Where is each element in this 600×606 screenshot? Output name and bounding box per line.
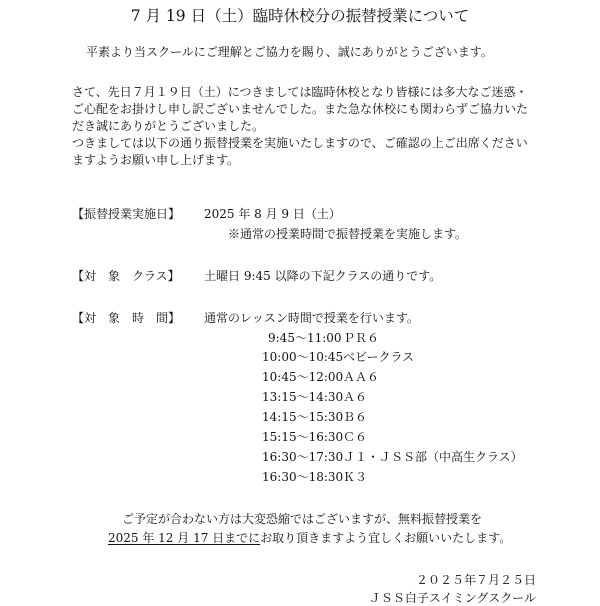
schedule-class: Ａ６ bbox=[343, 390, 368, 404]
footer-date: ２０２５年７月２５日 bbox=[415, 573, 536, 587]
time-label: 【対 象 時 間】 bbox=[72, 311, 181, 325]
closing-line-2-rest: お取り頂きますよう宜しくお願いいたします。 bbox=[260, 531, 512, 545]
schedule-time: 16:30～17:30 bbox=[262, 450, 344, 464]
body-line-4: つきましては以下の通り振替授業を実施いたしますので、ご確認の上ご出席ください bbox=[72, 136, 528, 150]
schedule-time: 10:00～10:45 bbox=[262, 350, 344, 364]
body-line-1: さて、先日７月１９日（土）につきましては臨時休校となり皆様には多大なご迷惑・ bbox=[72, 85, 528, 99]
schedule-class: ＰＲ６ bbox=[343, 331, 380, 345]
schedule-time: 9:45～11:00 bbox=[268, 331, 342, 345]
greeting-text: 平素より当スクールにご理解とご協力を賜り、誠にありがとうございます。 bbox=[86, 45, 493, 59]
schedule-class: Ｃ６ bbox=[343, 430, 368, 444]
schedule-class: Ｋ３ bbox=[343, 470, 368, 484]
closing-line-1: ご予定が合わない方は大変恐縮ではございますが、無料振替授業を bbox=[122, 512, 483, 526]
time-value: 通常のレッスン時間で授業を行います。 bbox=[204, 311, 419, 325]
class-value: 土曜日 9:45 以降の下記クラスの通りです。 bbox=[204, 269, 442, 283]
body-line-3: だき誠にありがとうございました。 bbox=[72, 119, 265, 133]
body-line-5: ますようお願い申し上げます。 bbox=[72, 153, 240, 167]
schedule-class: Ｊ１・ＪＳＳ部（中高生クラス） bbox=[343, 450, 523, 464]
schedule-time: 10:45～12:00 bbox=[262, 370, 344, 384]
date-value: 2025 年 8 月 9 日（土） bbox=[204, 207, 341, 221]
schedule-time: 13:15～14:30 bbox=[262, 390, 344, 404]
schedule-class: Ｂ６ bbox=[343, 410, 368, 424]
class-label: 【対 象 クラス】 bbox=[72, 269, 180, 283]
schedule-time: 14:15～15:30 bbox=[262, 410, 344, 424]
page-title: 7 月 19 日（土）臨時休校分の振替授業について bbox=[130, 7, 470, 25]
schedule-time: 16:30～18:30 bbox=[262, 470, 344, 484]
date-note: ※通常の授業時間で振替授業を実施します。 bbox=[228, 227, 468, 241]
footer-school: ＪＳＳ白子スイミングスクール bbox=[368, 591, 536, 605]
body-line-2: ご心配をお掛けし申し訳ございませんでした。また急な休校にも関わらずご協力いた bbox=[72, 102, 529, 116]
date-label: 【振替授業実施日】 bbox=[72, 207, 181, 221]
closing-line-2 bbox=[108, 530, 511, 546]
schedule-time: 15:15～16:30 bbox=[262, 430, 344, 444]
deadline-text: 2025 年 12 月 17 日までに bbox=[108, 531, 261, 545]
schedule-class: ＡＡ６ bbox=[343, 370, 380, 384]
schedule-class: ベビークラス bbox=[343, 350, 415, 364]
